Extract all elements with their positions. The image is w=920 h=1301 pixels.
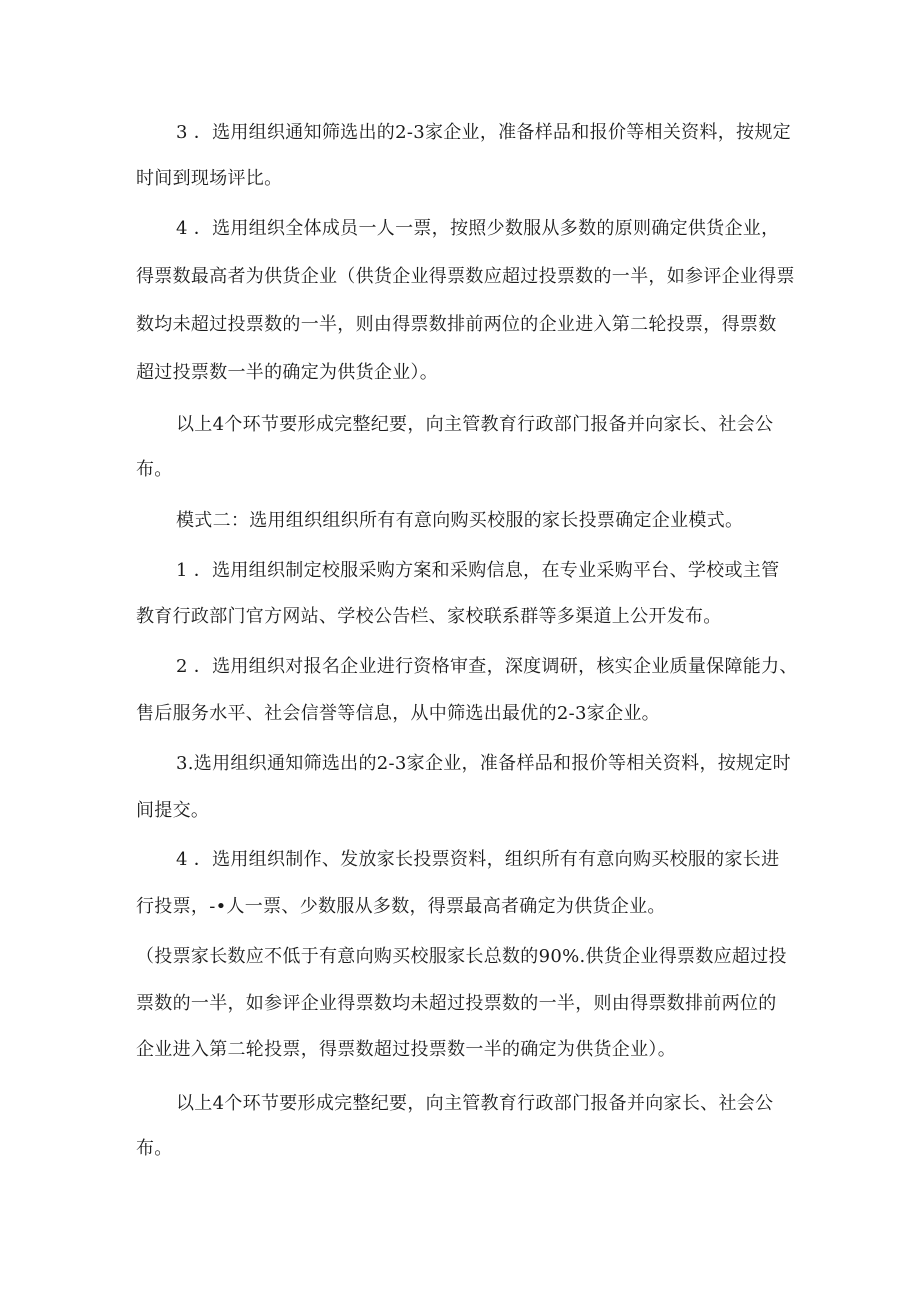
text-line: 售后服务水平、社会信誉等信息，从中筛选出最优的2-3家企业。: [136, 703, 660, 724]
text-line: 数均未超过投票数的一半，则由得票数排前两位的企业进入第二轮投票，得票数: [136, 314, 777, 335]
text-line: 得票数最高者为供货企业（供货企业得票数应超过投票数的一半，如参评企业得票: [136, 266, 795, 287]
section-heading: 模式二：选用组织组织所有有意向购买校服的家长投票确定企业模式。: [176, 510, 744, 531]
text-line: 布。: [136, 1138, 173, 1159]
text-line: 1 ．选用组织制定校服采购方案和采购信息，在专业采购平台、学校或主管: [176, 560, 780, 581]
text-line: 布。: [136, 459, 173, 480]
text-line: 间提交。: [136, 800, 210, 821]
text-line: 企业进入第二轮投票，得票数超过投票数一半的确定为供货企业）。: [136, 1039, 676, 1060]
text-line: 3.选用组织通知筛选出的2-3家企业，准备样品和报价等相关资料，按规定时: [176, 753, 791, 774]
text-line: 超过投票数一半的确定为供货企业）。: [136, 362, 439, 383]
text-line: 时间到现场评比。: [136, 168, 283, 189]
text-line: 3 ．选用组织通知筛选出的2-3家企业，准备样品和报价等相关资料，按规定: [176, 122, 791, 143]
text-line: 行投票，-•人一票、少数服从多数，得票最高者确定为供货企业。: [136, 896, 666, 917]
text-line: 2 ．选用组织对报名企业进行资格审查，深度调研，核实企业质量保障能力、: [176, 656, 798, 677]
text-line: 教育行政部门官方网站、学校公告栏、家校联系群等多渠道上公开发布。: [136, 606, 722, 627]
text-line: 4 ．选用组织制作、发放家长投票资料，组织所有有意向购买校服的家长进: [176, 849, 780, 870]
text-line: 票数的一半，如参评企业得票数均未超过投票数的一半，则由得票数排前两位的: [136, 993, 777, 1014]
text-line: 以上4个环节要形成完整纪要，向主管教育行政部门报备并向家长、社会公: [176, 1093, 774, 1114]
text-line: （投票家长数应不低于有意向购买校服家长总数的90%.供货企业得票数应超过投: [136, 946, 787, 967]
text-line: 以上4个环节要形成完整纪要，向主管教育行政部门报备并向家长、社会公: [176, 414, 774, 435]
text-line: 4 ．选用组织全体成员一人一票，按照少数服从多数的原则确定供货企业，: [176, 218, 780, 239]
